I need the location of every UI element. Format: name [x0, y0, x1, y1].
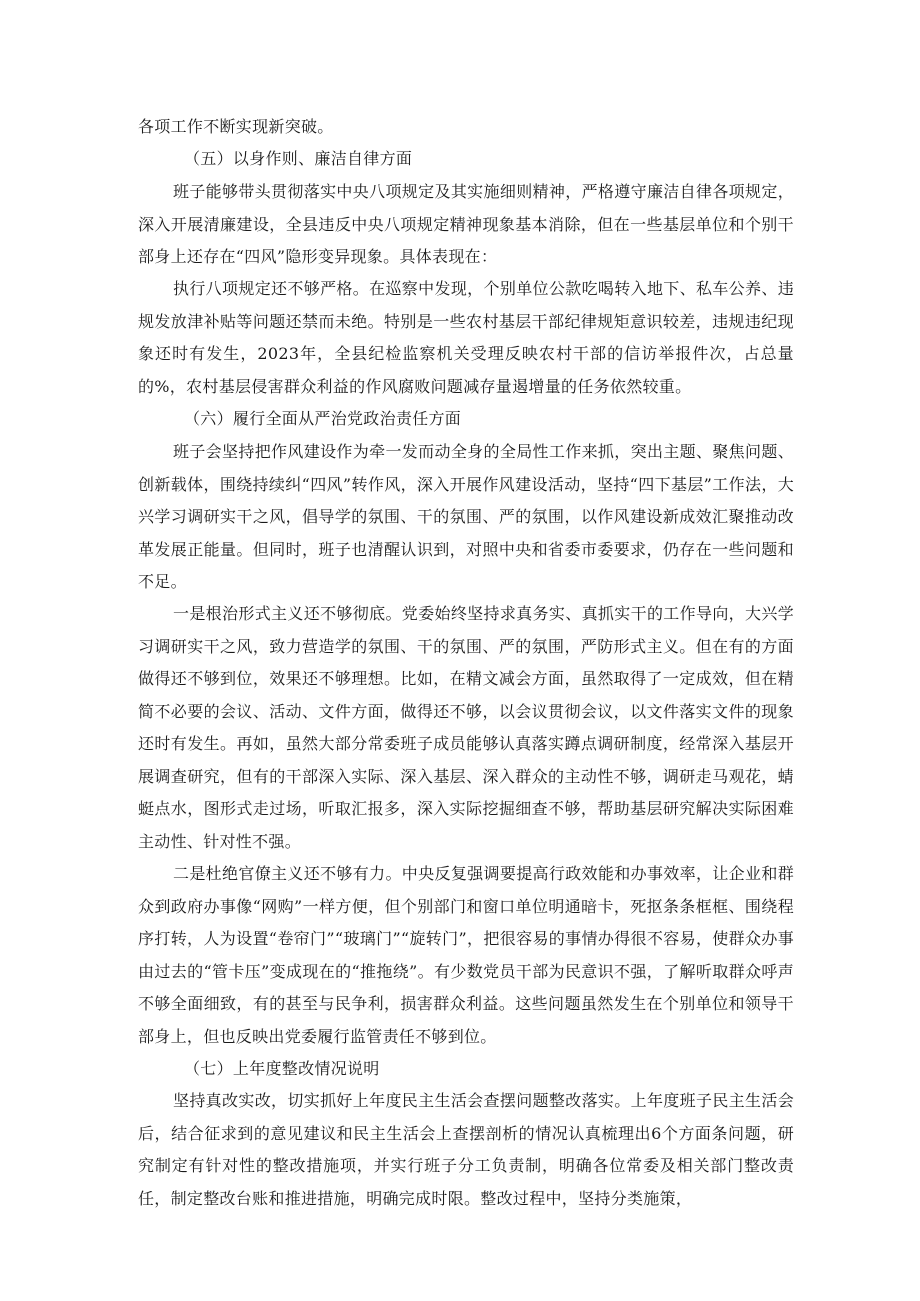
section-heading-6: （六）履行全面从严治党政治责任方面 [184, 409, 462, 428]
paragraph-body: 班子能够带头贯彻落实中央八项规定及其实施细则精神，严格遵守廉洁自律各项规定，深入开展清廉建设，全县违反中央八项规定精神现象基本消除，但在一些基层单位和个别干部身上还存在“四风”隐形变异现象。具体表现在： [138, 182, 794, 266]
paragraph-body: 执行八项规定还不够严格。在巡察中发现，个别单位公款吃喝转入地下、私车公养、违规发放津补贴等问题还禁而未绝。特别是一些农村基层干部纪律规矩意识较差，违规违纪现象还时有发生，2023年，全县纪检监察机关受理反映农村干部的信访举报件次，占总量的%，农村基层侵害群众利益的作风腐败问题减存量遏增量的任务依然较重。 [138, 279, 794, 396]
section-heading-7: （七）上年度整改情况说明 [184, 1059, 380, 1078]
paragraph-body: 二是杜绝官僚主义还不够有力。中央反复强调要提高行政效能和办事效率，让企业和群众到政府办事像“网购”一样方便，但个别部门和窗口单位明通暗卡，死抠条条框框、围绕程序打转，人为设置“卷帘门”“玻璃门”“旋转门”，把很容易的事情办得很不容易，使群众办事由过去的“管卡压”变成现在的“推拖绕”。有少数党员干部为民意识不强，了解听取群众呼声不够全面细致，有的甚至与民争利，损害群众利益。这些问题虽然发生在个别单位和领导干部身上，但也反映出党委履行监管责任不够到位。 [138, 864, 794, 1046]
section-heading-5: （五）以身作则、廉洁自律方面 [184, 149, 413, 168]
paragraph-continuation: 各项工作不断实现新突破。 [138, 117, 334, 136]
paragraph-body: 班子会坚持把作风建设作为牵一发而动全身的全局性工作来抓，突出主题、聚焦问题、创新载体，围绕持续纠“四风”转作风，深入开展作风建设活动，坚持“四下基层”工作法，大兴学习调研实干之风，倡导学的氛围、干的氛围、严的氛围，以作风建设新成效汇聚推动改革发展正能量。但同时，班子也清醒认识到，对照中央和省委市委要求，仍存在一些问题和不足。 [138, 442, 794, 591]
paragraph-body: 一是根治形式主义还不够彻底。党委始终坚持求真务实、真抓实干的工作导向，大兴学习调研实干之风，致力营造学的氛围、干的氛围、严的氛围，严防形式主义。但在有的方面做得还不够到位，效果还不够理想。比如，在精文减会方面，虽然取得了一定成效，但在精简不必要的会议、活动、文件方面，做得还不够，以会议贯彻会议，以文件落实文件的现象还时有发生。再如，虽然大部分常委班子成员能够认真落实蹲点调研制度，经常深入基层开展调查研究，但有的干部深入实际、深入基层、深入群众的主动性不够，调研走马观花，蜻蜓点水，图形式走过场，听取汇报多，深入实际挖掘细查不够，帮助基层研究解决实际困难主动性、针对性不强。 [138, 604, 794, 851]
paragraph-body: 坚持真改实改，切实抓好上年度民主生活会查摆问题整改落实。上年度班子民主生活会后，结合征求到的意见建议和民主生活会上查摆剖析的情况认真梳理出6个方面条问题，研究制定有针对性的整改措施项，并实行班子分工负责制，明确各位常委及相关部门整改责任，制定整改台账和推进措施，明确完成时限。整改过程中，坚持分类施策， [138, 1091, 794, 1208]
